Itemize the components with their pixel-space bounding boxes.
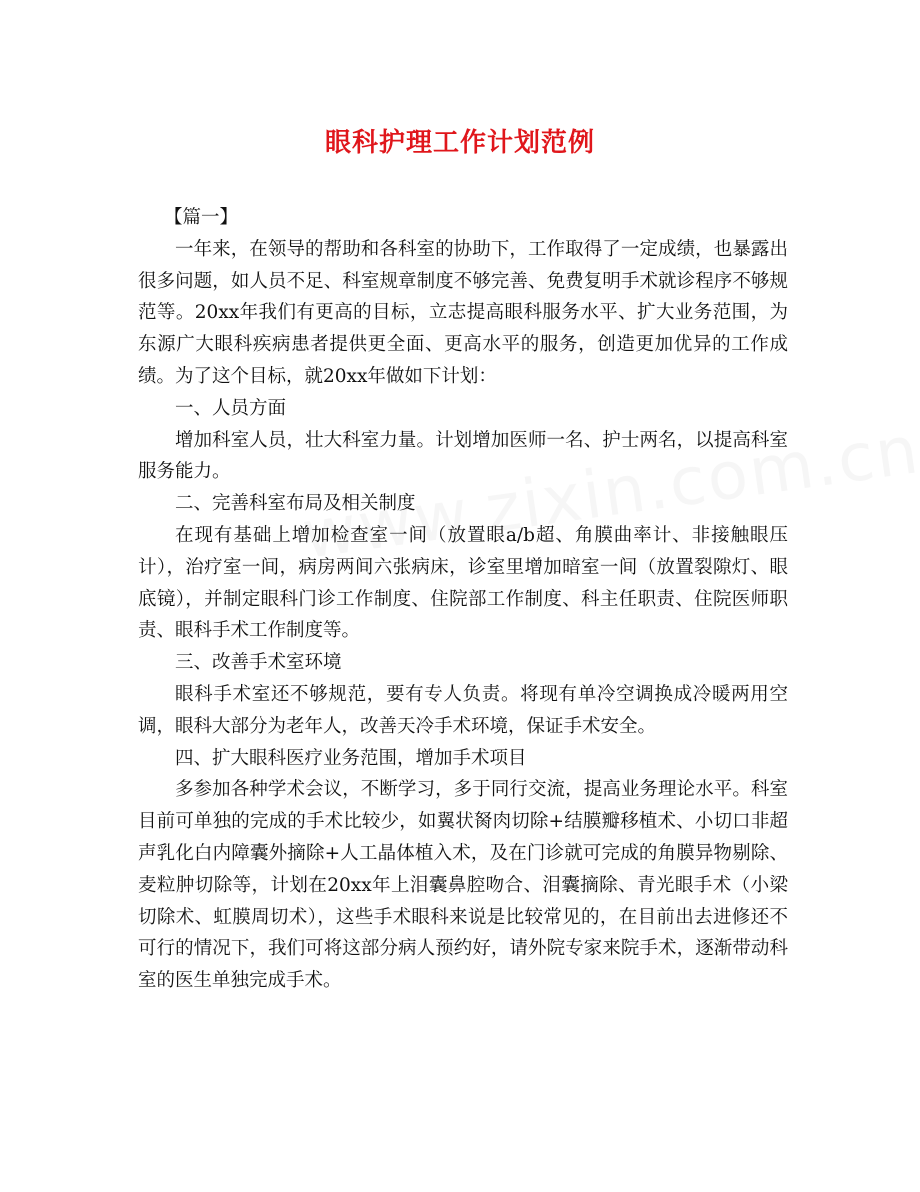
heading-staffing: 一、人员方面 [175,397,287,419]
page-title: 眼科护理工作计划范例 [324,128,595,158]
paragraph-expand-services: 多参加各种学术会议，不断学习，多于同行交流，提高业务理论水平。科室目前可单独的完成的手术比较少，如翼状胬肉切除+结膜瓣移植术、小切口非超声乳化白内障囊外摘除+人工晶体植入术，及在门诊就可完成的角膜异物剔除、麦粒肿切除等，计划在20xx年上泪囊鼻腔吻合、泪囊摘除、青光眼手术（小梁切除术、虹膜周切术），这些手术眼科来说是比较常见的，在目前出去进修还不可行的情况下，我们可将这部分病人预约好，请外院专家来院手术，逐渐带动科室的医生单独完成手术。 [138,779,788,992]
heading-expand-services: 四、扩大眼科医疗业务范围，增加手术项目 [175,747,527,769]
paragraph-staffing: 增加科室人员，壮大科室力量。计划增加医师一名、护士两名，以提高科室服务能力。 [138,429,788,483]
paragraph-layout-rules: 在现有基础上增加检查室一间（放置眼a/b超、角膜曲率计、非接触眼压计），治疗室一间，病房两间六张病床，诊室里增加暗室一间（放置裂隙灯、眼底镜），并制定眼科门诊工作制度、住院部工作制度、科主任职责、住院医师职责、眼科手术工作制度等。 [138,524,788,642]
section-label: 【篇一】 [164,207,239,228]
heading-operating-room: 三、改善手术室环境 [175,652,342,674]
paragraph-operating-room: 眼科手术室还不够规范，要有专人负责。将现有单冷空调换成冷暖两用空调，眼科大部分为老年人，改善天冷手术环境，保证手术安全。 [138,683,788,737]
document-body [138,202,788,997]
heading-layout-rules: 二、完善科室布局及相关制度 [175,493,416,515]
intro-paragraph: 一年来，在领导的帮助和各科室的协助下，工作取得了一定成绩，也暴露出很多问题，如人员不足、科室规章制度不够完善、免费复明手术就诊程序不够规范等。20xx年我们有更高的目标，立志提高眼科服务水平、扩大业务范围，为东源广大眼科疾病患者提供更全面、更高水平的服务，创造更加优异的工作成绩。为了这个目标，就20xx年做如下计划： [138,238,788,387]
